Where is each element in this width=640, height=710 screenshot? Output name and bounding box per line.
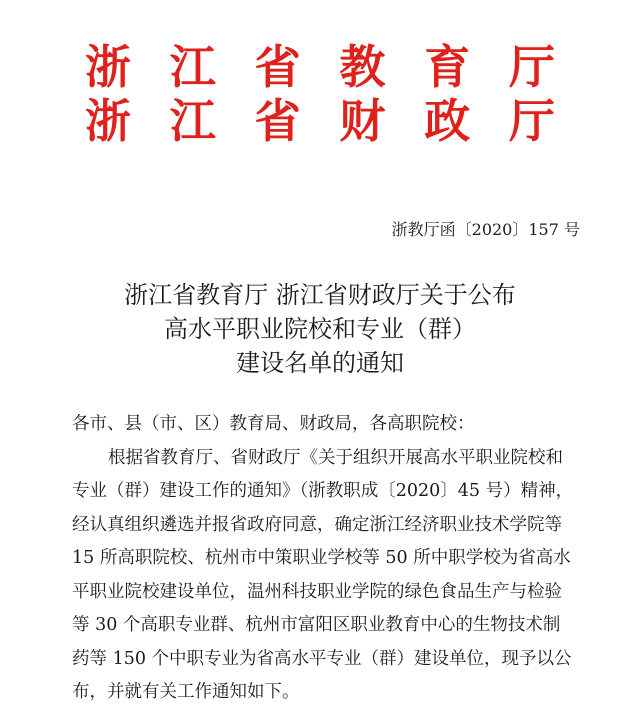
document-body	[72, 408, 572, 710]
paragraph-line: 经认真组织遴选并报省政府同意，确定浙江经济职业技术学院等	[72, 514, 562, 535]
letterhead-char: 育	[424, 40, 471, 94]
letterhead-char: 省	[254, 40, 301, 94]
letterhead	[0, 40, 640, 148]
paragraph-line: 专业（群）建设工作的通知》（浙教职成〔2020〕45 号）精神，	[72, 481, 574, 501]
letterhead-char: 江	[169, 40, 216, 94]
paragraph-line: 布，并就有关工作通知如下。	[72, 682, 300, 702]
letterhead-char: 浙	[85, 40, 131, 94]
letterhead-char: 江	[169, 94, 216, 148]
paragraph-line: 根据省教育厅、省财政厅《关于组织开展高水平职业院校和	[108, 447, 563, 468]
letterhead-line-education	[85, 40, 555, 94]
paragraph-line: 15 所高职院校、杭州市中策职业学校等 50 所中职学校为省高水	[72, 548, 571, 568]
letterhead-char: 财	[339, 94, 386, 148]
document-number: 浙教厅函〔2020〕157 号	[391, 220, 580, 239]
document-title	[0, 278, 640, 380]
letterhead-char: 浙	[85, 94, 131, 148]
title-line-2: 高水平职业院校和专业（群）	[164, 315, 476, 343]
letterhead-line-finance	[85, 94, 555, 148]
letterhead-char: 政	[424, 94, 471, 148]
paragraph-line: 平职业院校建设单位，温州科技职业学院的绿色食品生产与检验	[72, 581, 562, 602]
letterhead-char: 厅	[508, 40, 555, 94]
letterhead-char: 省	[254, 94, 301, 148]
title-line-3: 建设名单的通知	[236, 349, 404, 377]
letterhead-char: 厅	[508, 94, 555, 148]
letterhead-char: 教	[339, 40, 386, 94]
title-line-1: 浙江省教育厅 浙江省财政厅关于公布	[124, 281, 516, 309]
salutation: 各市、县（市、区）教育局、财政局，各高职院校：	[72, 414, 475, 434]
paragraph-line: 药等 150 个中职专业为省高水平专业（群）建设单位，现予以公	[72, 648, 572, 669]
paragraph-line: 等 30 个高职专业群、杭州市富阳区职业教育中心的生物技术制	[72, 615, 561, 635]
